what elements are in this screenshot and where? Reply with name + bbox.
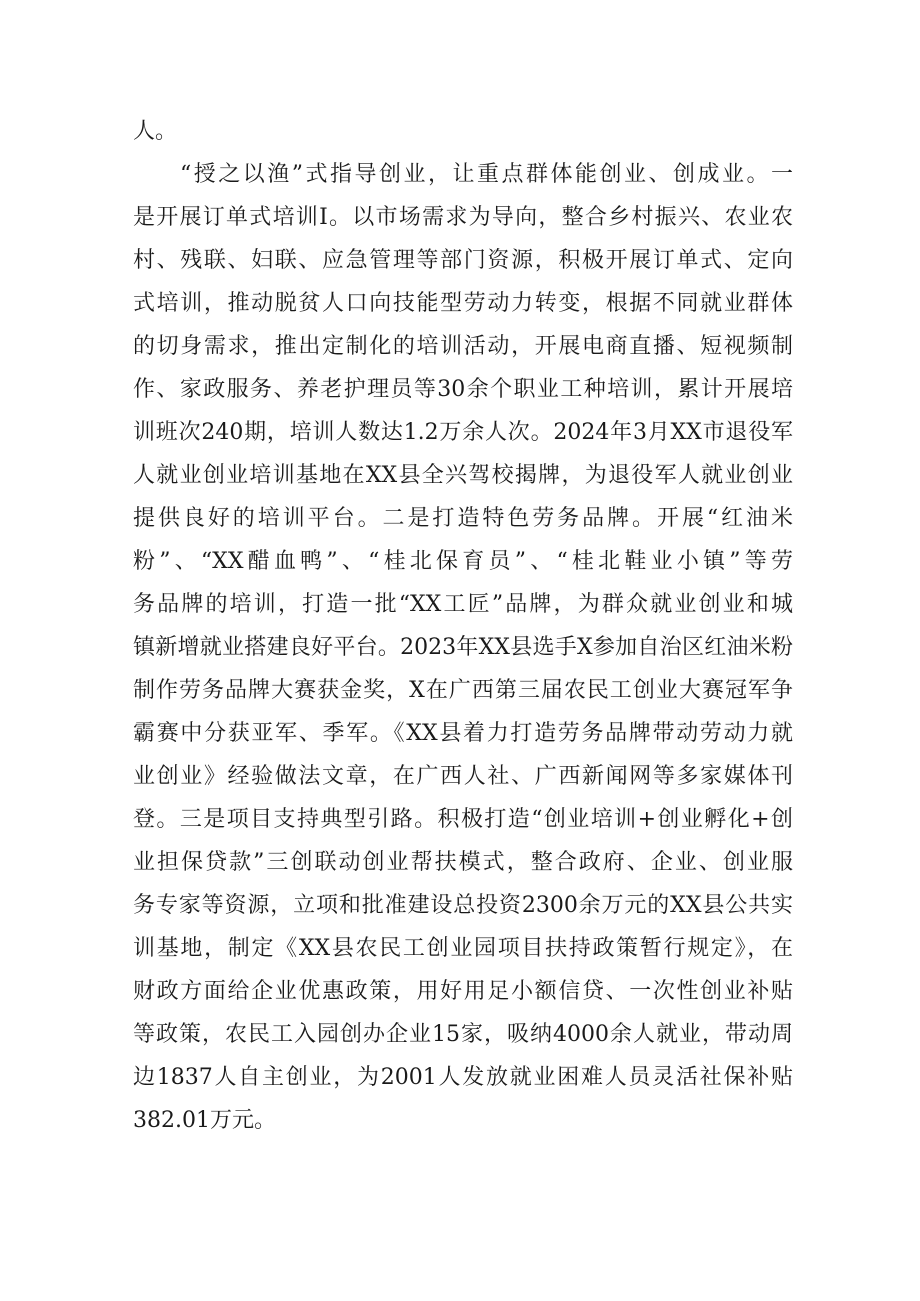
text-line: 制作劳务品牌大赛获金奖，X在广西第三届农民工创业大赛冠军争 [133,678,793,703]
text-line: 霸赛中分获亚军、季军。《XX县着力打造劳务品牌带动劳动力就 [133,721,793,746]
text-line: 业担保贷款”三创联动创业帮扶模式，整合政府、企业、创业服 [133,850,793,875]
text-line: 人就业创业培训基地在XX县全兴驾校揭牌，为退役军人就业创业 [133,463,793,488]
text-line: 业创业》经验做法文章，在广西人社、广西新闻网等多家媒体刊 [133,764,793,789]
text-line-paragraph-end: 382.01万元。 [133,1108,276,1133]
text-line: 财政方面给企业优惠政策，用好用足小额信贷、一次性创业补贴 [133,979,793,1004]
text-line: 镇新增就业搭建良好平台。2023年XX县选手X参加自治区红油米粉 [133,635,793,660]
text-line: 训班次240期，培训人数达1.2万余人次。2024年3月XX市退役军 [133,420,793,445]
text-line: 务专家等资源，立项和批准建设总投资2300余万元的XX县公共实 [133,893,793,918]
text-line: 提供良好的培训平台。二是打造特色劳务品牌。开展“红油米 [133,506,793,531]
text-line: 登。三是项目支持典型引路。积极打造“创业培训+创业孵化+创 [133,807,793,832]
text-line: 等政策，农民工入园创办企业15家，吸纳4000余人就业，带动周 [133,1022,793,1047]
text-line: 训基地，制定《XX县农民工创业园项目扶持政策暂行规定》，在 [133,936,793,961]
text-line: 粉”、“XX醋血鸭”、“桂北保育员”、“桂北鞋业小镇”等劳 [133,549,793,574]
text-line: 务品牌的培训，打造一批“XX工匠”品牌，为群众就业创业和城 [133,592,793,617]
text-line: 的切身需求，推出定制化的培训活动，开展电商直播、短视频制 [133,334,793,359]
text-line-continuation: 人。 [133,119,178,144]
text-line: 村、残联、妇联、应急管理等部门资源，积极开展订单式、定向 [133,248,793,273]
text-line: 作、家政服务、养老护理员等30余个职业工种培训，累计开展培 [133,377,793,402]
text-line: 边1837人自主创业，为2001人发放就业困难人员灵活社保补贴 [133,1065,793,1090]
text-line: 是开展订单式培训I。以市场需求为导向，整合乡村振兴、农业农 [133,205,793,230]
text-line-paragraph-start: “授之以渔”式指导创业，让重点群体能创业、创成业。一 [180,162,793,187]
text-line: 式培训，推动脱贫人口向技能型劳动力转变，根据不同就业群体 [133,291,793,316]
